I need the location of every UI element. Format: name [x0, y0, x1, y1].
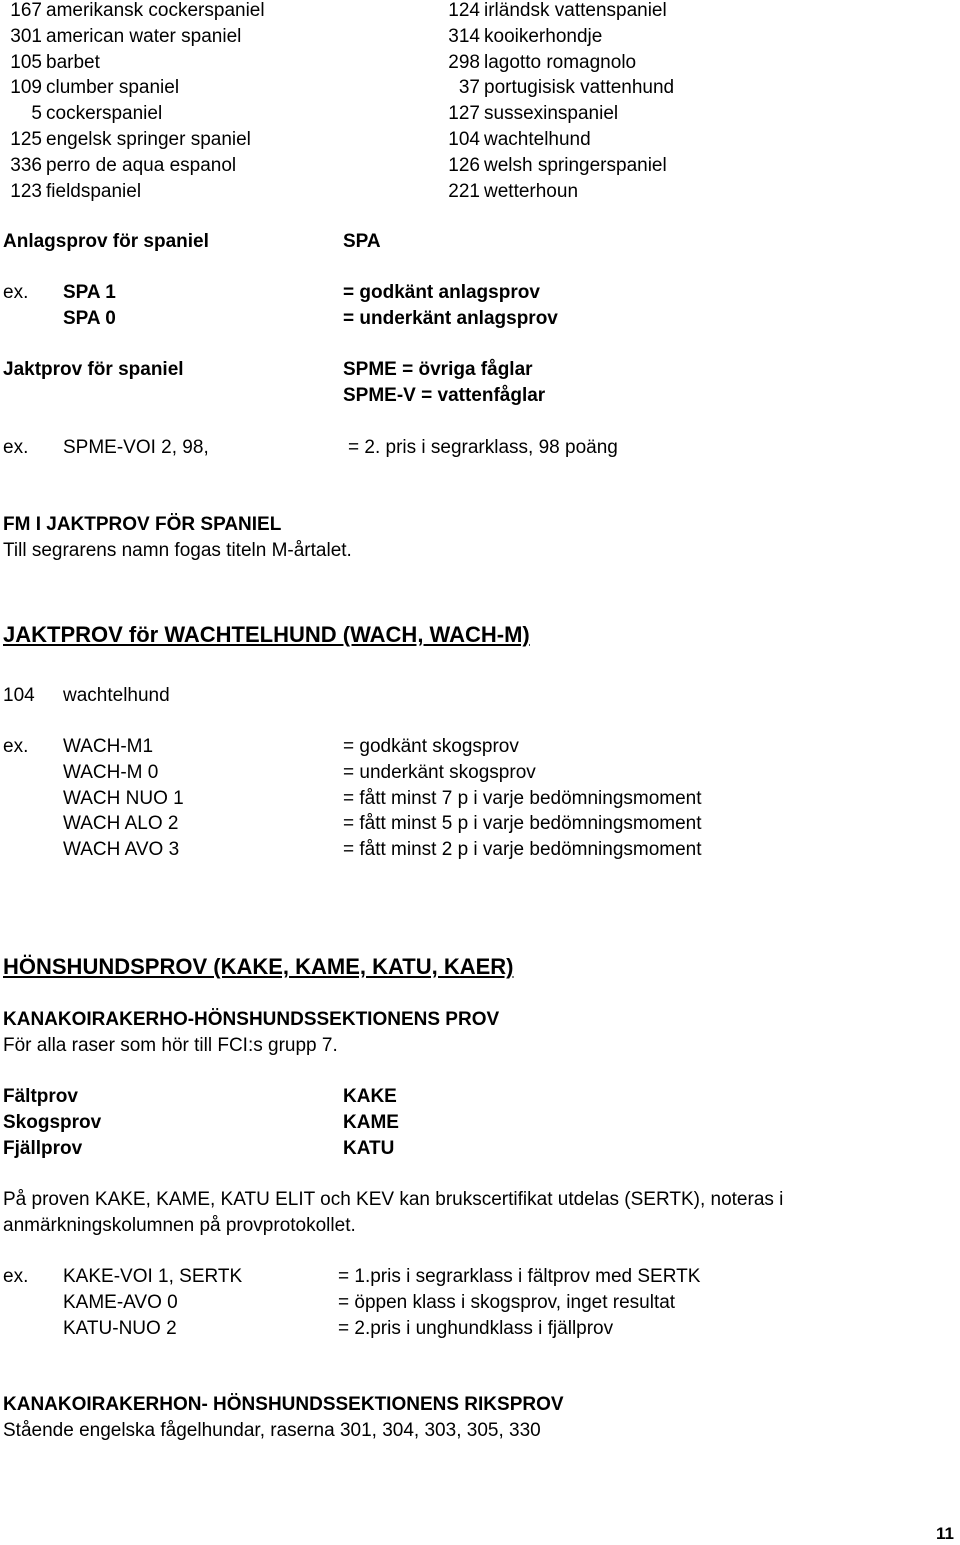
breed-name: cockerspaniel	[46, 103, 163, 125]
wachtel-definition: = fått minst 2 p i varje bedömningsmoment	[343, 839, 702, 861]
honshund-subheading: KANAKOIRAKERHO-HÖNSHUNDSSEKTIONENS PROV	[3, 1009, 500, 1030]
breed-name: barbet	[46, 51, 100, 73]
breed-number: 167	[10, 0, 42, 21]
breed-row	[438, 0, 674, 24]
wachtel-code: WACH AVO 3	[63, 839, 180, 861]
breed-row	[0, 0, 265, 24]
example-definition: = 2.pris i unghundklass i fjällprov	[338, 1317, 614, 1339]
spmev-definition: SPME-V = vattenfåglar	[343, 385, 546, 406]
honshund-test-codes	[343, 1084, 399, 1161]
breed-name: engelsk springer spaniel	[46, 128, 251, 150]
wachtelhund-heading: JAKTPROV för WACHTELHUND (WACH, WACH-M)	[3, 622, 530, 647]
spa0-definition: = underkänt anlagsprov	[343, 308, 558, 329]
breed-row	[438, 127, 674, 153]
anlagsprov-code: SPA	[343, 231, 381, 252]
test-code: KATU	[343, 1137, 395, 1159]
wachtel-definition: = godkänt skogsprov	[343, 736, 519, 757]
fm-text: Till segrarens namn fogas titeln M-årtalet.	[3, 540, 352, 561]
page-number: 11	[936, 1524, 954, 1543]
breed-number: 126	[448, 154, 480, 176]
breed-name: amerikansk cockerspaniel	[46, 0, 265, 21]
breed-number: 104	[448, 128, 480, 150]
honshund-text: För alla raser som hör till FCI:s grupp 7.	[3, 1035, 338, 1056]
example-code: KAKE-VOI 1, SERTK	[63, 1266, 243, 1287]
wachtel-definitions	[343, 734, 702, 863]
breed-number: 37	[458, 77, 480, 99]
example-definition: = öppen klass i skogsprov, inget resultat	[338, 1291, 676, 1313]
breed-row	[0, 50, 265, 76]
riksprov-text: Stående engelska fågelhundar, raserna 301, 304, 303, 305, 330	[3, 1420, 541, 1441]
breed-row	[0, 179, 265, 205]
breed-list-right	[438, 0, 674, 204]
spme-example-code: SPME-VOI 2, 98,	[63, 437, 209, 458]
breed-name: irländsk vattenspaniel	[484, 0, 667, 21]
wachtel-definition: = underkänt skogsprov	[343, 761, 536, 783]
breed-row	[438, 75, 674, 101]
breed-number: 123	[10, 180, 42, 202]
breed-row	[438, 50, 674, 76]
breed-name: perro de aqua espanol	[46, 154, 237, 176]
breed-number: 314	[448, 25, 480, 47]
breed-row	[0, 101, 265, 127]
breed-name: wetterhoun	[484, 180, 579, 202]
breed-name: american water spaniel	[46, 25, 242, 47]
breed-name: portugisisk vattenhund	[484, 77, 675, 99]
wachtelhund-name: wachtelhund	[63, 685, 170, 706]
test-label: Skogsprov	[3, 1111, 102, 1133]
wachtelhund-num: 104	[3, 685, 35, 706]
wachtel-code: WACH NUO 1	[63, 787, 184, 809]
jaktprov-label: Jaktprov för spaniel	[3, 359, 184, 380]
wachtel-definition: = fått minst 5 p i varje bedömningsmoment	[343, 813, 702, 835]
breed-name: clumber spaniel	[46, 77, 180, 99]
wachtel-code: WACH-M 0	[63, 761, 159, 783]
breed-row	[438, 101, 674, 127]
breed-number: 5	[31, 103, 42, 125]
breed-name: wachtelhund	[484, 128, 591, 150]
breed-name: lagotto romagnolo	[484, 51, 637, 73]
breed-number: 336	[10, 154, 42, 176]
example-code: KAME-AVO 0	[63, 1291, 178, 1313]
spa1-definition: = godkänt anlagsprov	[343, 282, 540, 303]
breed-number: 125	[10, 128, 42, 150]
breed-number: 109	[10, 77, 42, 99]
fm-title: FM I JAKTPROV FÖR SPANIEL	[3, 514, 282, 535]
ex-label: ex.	[3, 282, 29, 303]
test-code: KAKE	[343, 1086, 397, 1107]
wachtel-code: WACH-M1	[63, 736, 154, 757]
honshund-example-definitions	[338, 1264, 700, 1341]
breed-number: 127	[448, 103, 480, 125]
breed-list-left	[0, 0, 265, 204]
breed-row	[438, 153, 674, 179]
breed-row	[0, 153, 265, 179]
honshund-heading: HÖNSHUNDSPROV (KAKE, KAME, KATU, KAER)	[3, 954, 514, 979]
honshund-test-labels	[3, 1084, 101, 1161]
spa1-code: SPA 1	[63, 282, 116, 303]
breed-name: sussexinspaniel	[484, 103, 619, 125]
ex-label: ex.	[3, 1266, 29, 1287]
spa0-code: SPA 0	[63, 308, 116, 329]
example-code: KATU-NUO 2	[63, 1317, 177, 1339]
sertk-paragraph-line1: På proven KAKE, KAME, KATU ELIT och KEV kan brukscertifikat utdelas (SERTK), noteras i	[3, 1189, 784, 1210]
spme-example-definition: = 2. pris i segrarklass, 98 poäng	[348, 437, 618, 458]
test-label: Fältprov	[3, 1086, 78, 1107]
wachtel-codes	[63, 734, 184, 863]
sertk-paragraph-line2: anmärkningskolumnen på provprotokollet.	[3, 1215, 356, 1236]
wachtel-definition: = fått minst 7 p i varje bedömningsmoment	[343, 787, 702, 809]
breed-number: 301	[10, 25, 42, 47]
breed-row	[0, 75, 265, 101]
breed-row	[0, 127, 265, 153]
breed-number: 105	[10, 51, 42, 73]
example-definition: = 1.pris i segrarklass i fältprov med SERTK	[338, 1266, 701, 1287]
spme-definition: SPME = övriga fåglar	[343, 359, 533, 380]
breed-name: welsh springerspaniel	[484, 154, 667, 176]
anlagsprov-label: Anlagsprov för spaniel	[3, 231, 209, 252]
test-label: Fjällprov	[3, 1137, 83, 1159]
breed-row	[438, 179, 674, 205]
test-code: KAME	[343, 1111, 399, 1133]
breed-number: 124	[448, 0, 480, 21]
breed-name: kooikerhondje	[484, 25, 603, 47]
riksprov-title: KANAKOIRAKERHON- HÖNSHUNDSSEKTIONENS RIKSPROV	[3, 1394, 564, 1415]
honshund-example-codes	[63, 1264, 242, 1341]
ex-label: ex.	[3, 437, 29, 458]
breed-row	[438, 24, 674, 50]
breed-name: fieldspaniel	[46, 180, 142, 202]
breed-number: 221	[448, 180, 480, 202]
wachtel-code: WACH ALO 2	[63, 813, 179, 835]
ex-label: ex.	[3, 736, 29, 757]
breed-row	[0, 24, 265, 50]
breed-number: 298	[448, 51, 480, 73]
